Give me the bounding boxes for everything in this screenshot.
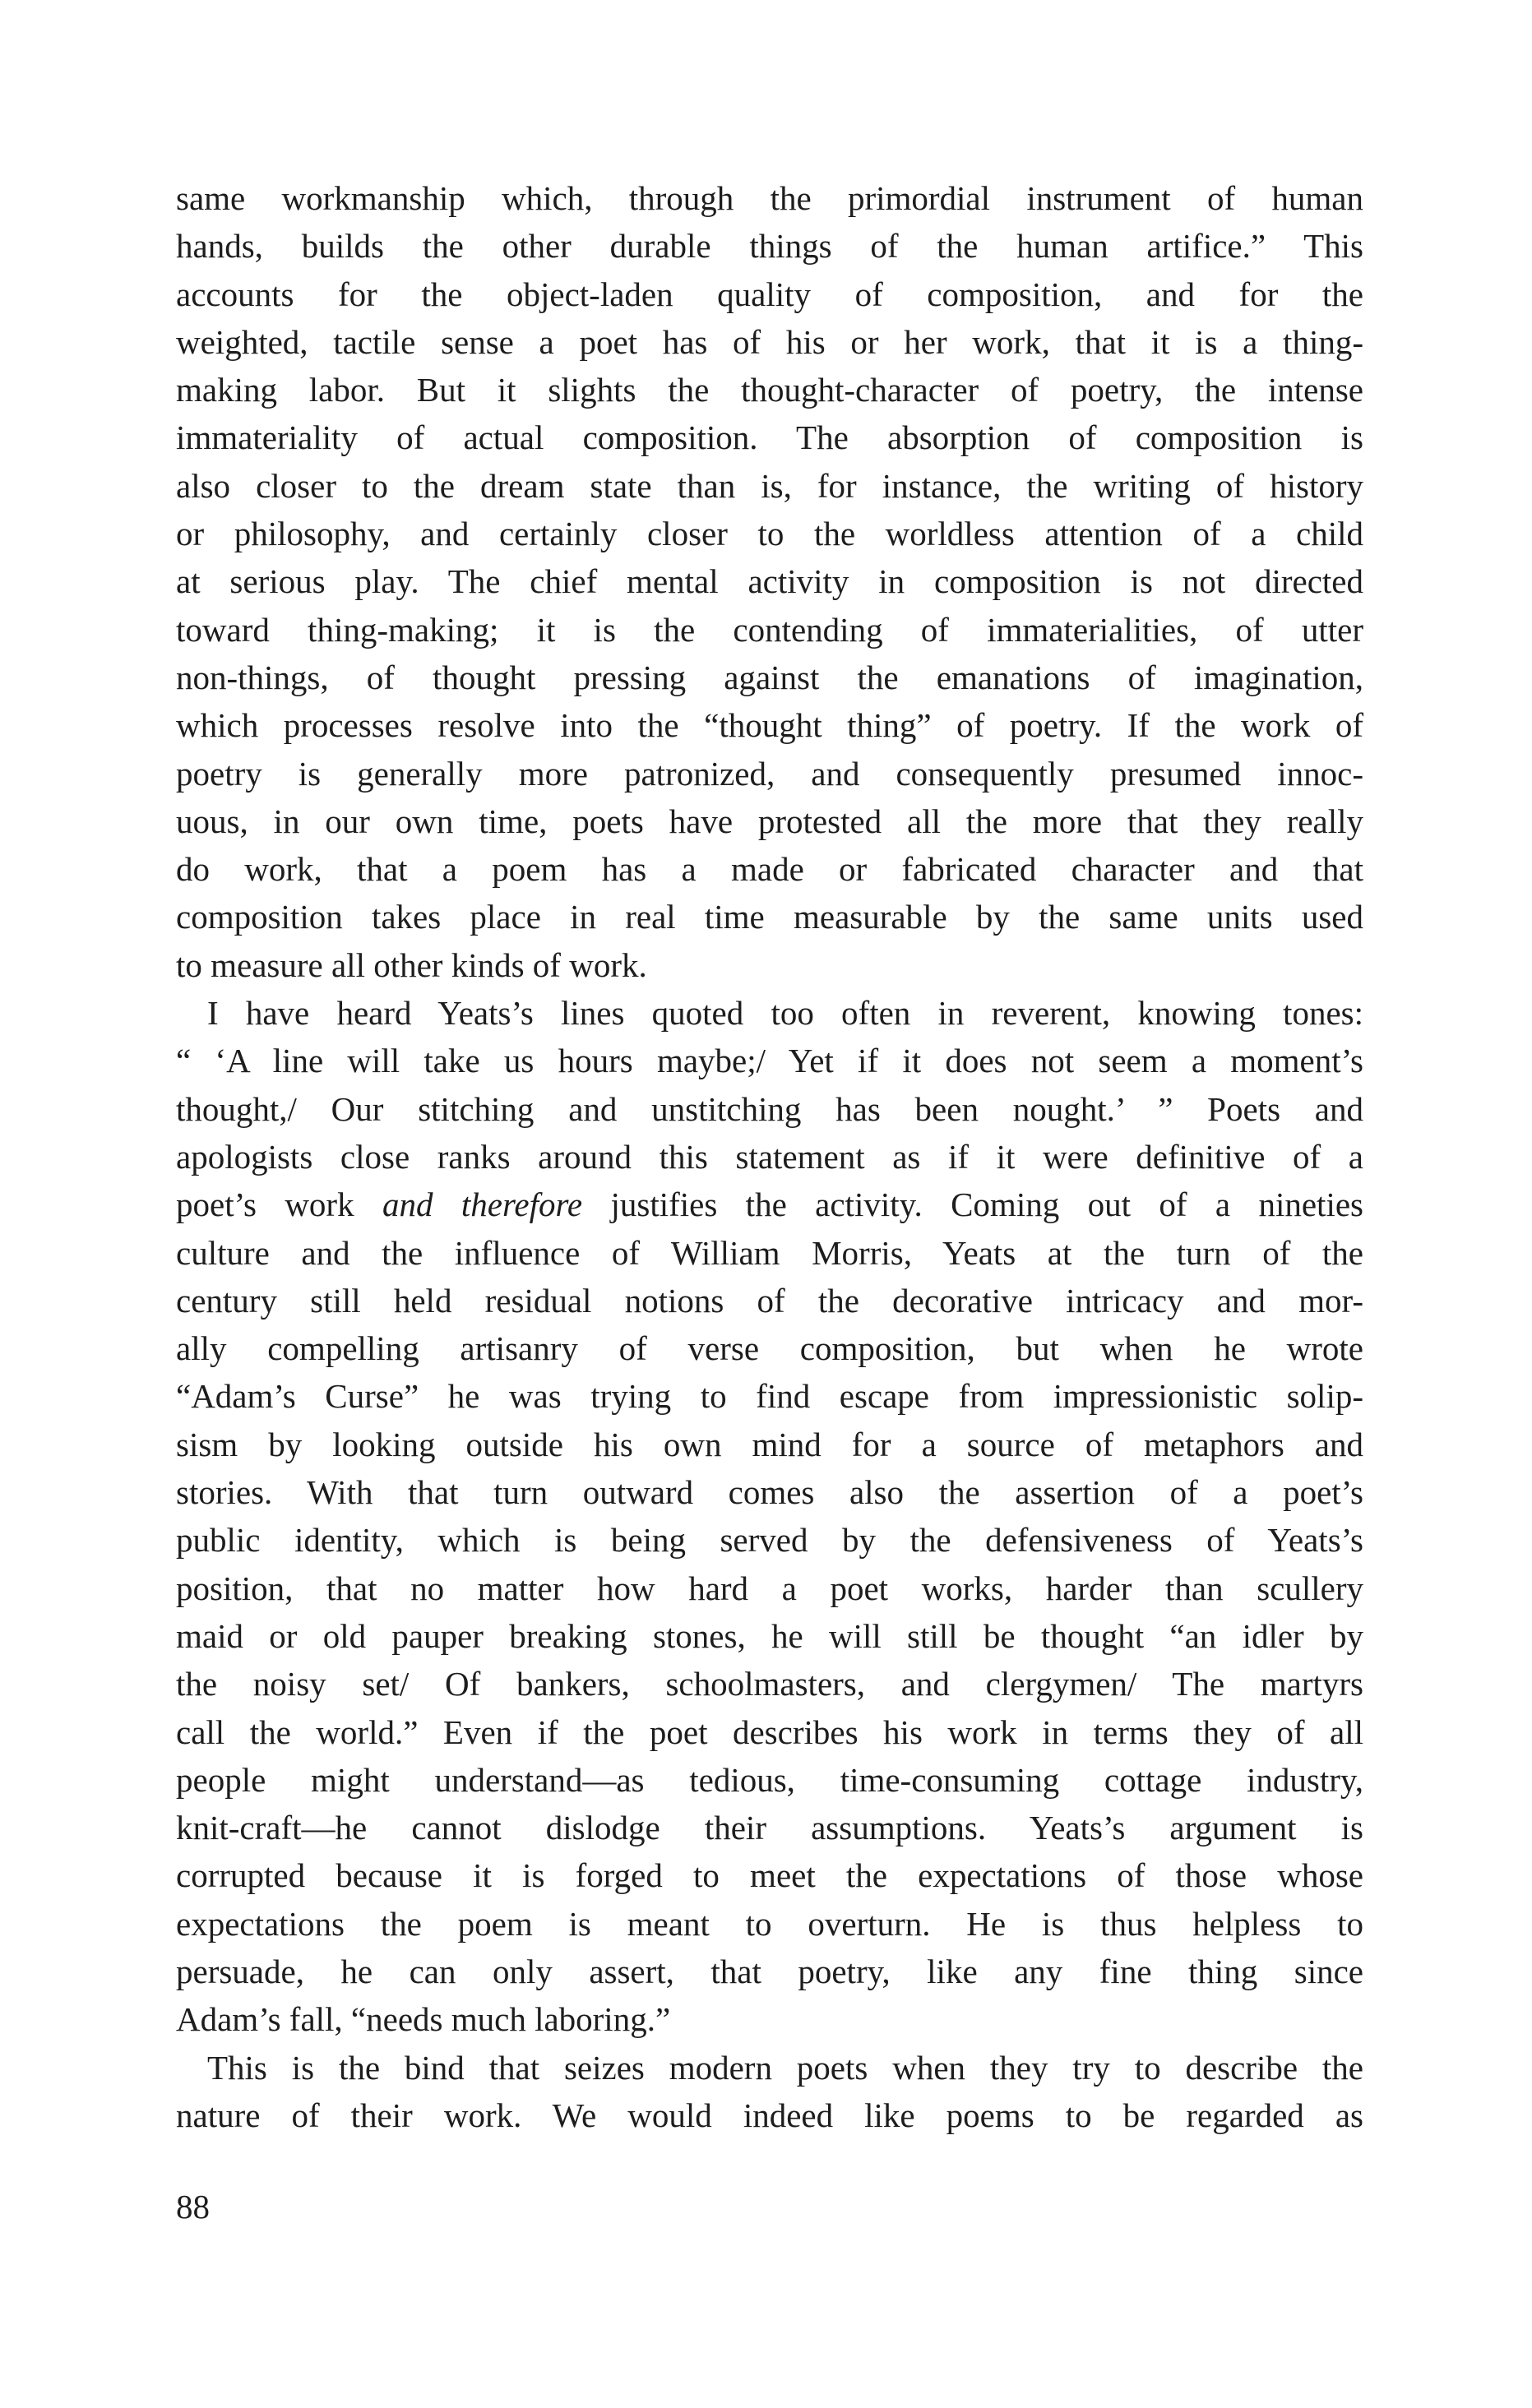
text-line: same workmanship which, through the primordial instrument of human (176, 179, 1363, 217)
italic-phrase: and therefore (382, 1186, 583, 1224)
text-line: toward thing-making; it is the contending of immaterialities, of utter (176, 610, 1363, 649)
text-line: stories. With that turn outward comes also the assertion of a poet’s (176, 1473, 1363, 1512)
text-line: or philosophy, and certainly closer to the worldless attention of a child (176, 515, 1363, 553)
text-line: ally compelling artisanry of verse composition, but when he wrote (176, 1329, 1363, 1368)
text-line: do work, that a poem has a made or fabricated character and that (176, 850, 1363, 889)
text-line: nature of their work. We would indeed like poems to be regarded as (176, 2096, 1363, 2134)
text-line: weighted, tactile sense a poet has of his or her work, that it is a thing- (176, 322, 1363, 361)
text-line: making labor. But it slights the thought-character of poetry, the intense (176, 371, 1363, 409)
text-line: persuade, he can only assert, that poetry, like any fine thing since (176, 1952, 1363, 1990)
text-line: century still held residual notions of the decorative intricacy and mor- (176, 1281, 1363, 1320)
text-line: hands, builds the other durable things of the human artifice.” This (176, 227, 1363, 266)
text-line: expectations the poem is meant to overturn. He is thus helpless to (176, 1904, 1363, 1943)
text-line: This is the bind that seizes modern poets when they try to describe the (207, 2048, 1363, 2087)
text-line: accounts for the object-laden quality of composition, and for the (176, 275, 1363, 313)
text-line: I have heard Yeats’s lines quoted too often in reverent, knowing tones: (207, 994, 1363, 1033)
text-line: position, that no matter how hard a poet works, harder than scullery (176, 1569, 1363, 1607)
text-span: justifies the activity. Coming out of a nineties (582, 1186, 1363, 1224)
text-line: uous, in our own time, poets have protested all the more that they really (176, 802, 1363, 840)
text-line: “Adam’s Curse” he was trying to find escape from impressionistic solip- (176, 1377, 1363, 1416)
text-line: sism by looking outside his own mind for a source of metaphors and (176, 1425, 1363, 1463)
text-line (176, 1181, 1363, 1228)
text-line: thought,/ Our stitching and unstitching has been nought.’ ” Poets and (176, 1089, 1363, 1128)
text-line: call the world.” Even if the poet describes his work in terms they of all (176, 1712, 1363, 1751)
text-line: corrupted because it is forged to meet the expectations of those whose (176, 1856, 1363, 1895)
text-line: immateriality of actual composition. The absorption of composition is (176, 418, 1363, 457)
text-line: non-things, of thought pressing against the emanations of imagination, (176, 658, 1363, 696)
text-line: to measure all other kinds of work. (176, 945, 647, 984)
text-line: composition takes place in real time measurable by the same units used (176, 898, 1363, 936)
text-line: apologists close ranks around this statement as if it were definitive of a (176, 1137, 1363, 1176)
text-line: public identity, which is being served by the defensiveness of Yeats’s (176, 1521, 1363, 1560)
text-line: “ ‘A line will take us hours maybe;/ Yet if it does not seem a moment’s (176, 1042, 1363, 1080)
text-line: Adam’s fall, “needs much laboring.” (176, 2000, 671, 2039)
page-number: 88 (176, 2188, 210, 2225)
text-line: poetry is generally more patronized, and consequently presumed innoc- (176, 754, 1363, 793)
text-line: maid or old pauper breaking stones, he will still be thought “an idler by (176, 1616, 1363, 1655)
text-line: people might understand—as tedious, time-consuming cottage industry, (176, 1760, 1363, 1799)
text-span: poet’s work (176, 1186, 382, 1224)
page-body (176, 174, 1363, 2139)
text-line: at serious play. The chief mental activity in composition is not directed (176, 562, 1363, 601)
text-line: culture and the influence of William Morris, Yeats at the turn of the (176, 1233, 1363, 1272)
text-line: the noisy set/ Of bankers, schoolmasters, and clergymen/ The martyrs (176, 1665, 1363, 1703)
text-line: knit-craft—he cannot dislodge their assumptions. Yeats’s argument is (176, 1809, 1363, 1847)
text-line: also closer to the dream state than is, for instance, the writing of history (176, 466, 1363, 505)
text-line: which processes resolve into the “thought thing” of poetry. If the work of (176, 706, 1363, 745)
